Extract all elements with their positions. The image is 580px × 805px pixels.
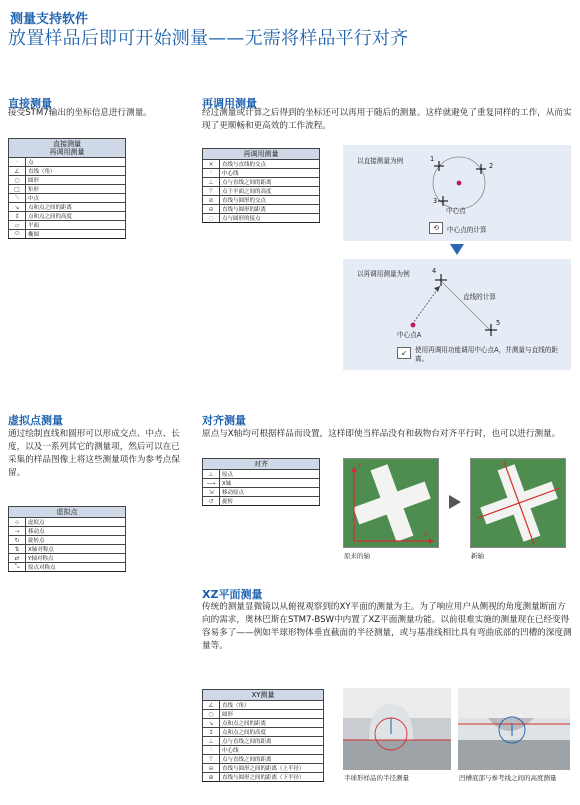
circle-diagram: [423, 151, 523, 221]
line-circle-intersection-icon: ⊘: [203, 196, 220, 205]
xy-table-head: XY测量: [203, 690, 324, 701]
recall-title: 再调用测量: [202, 97, 257, 110]
height-icon: ↕: [9, 212, 26, 221]
center-calc-label: 中心点的计算: [447, 226, 487, 234]
direct-body: 接受STM7输出的坐标信息进行测量。: [8, 108, 152, 118]
height-icon: ↕: [203, 728, 220, 737]
table-cell: 点于平面之间的高度: [220, 187, 320, 196]
table-row: [203, 187, 320, 196]
table-cell: 点与直线之间的距离: [220, 755, 324, 764]
table-row: [203, 196, 320, 205]
recall-body: 经过测量或计算之后得到的坐标还可以再用于随后的测量。这样就避免了重复同样的工作，从而实现了更顺畅和更高效的工作流程。: [202, 108, 572, 131]
table-row: [9, 194, 126, 203]
origin-icon: ⊥: [203, 470, 220, 479]
table-row: [203, 701, 324, 710]
rotate-point-icon: ↻: [9, 536, 26, 545]
x-axis-icon: ⟶: [203, 479, 220, 488]
point-icon: ·: [9, 158, 26, 167]
center-point-label: 中心点: [446, 207, 466, 215]
direct-table: [8, 138, 126, 239]
table-row: [9, 536, 126, 545]
table-cell: 直线（角）: [220, 701, 324, 710]
table-cell: 点与直线之间的距离: [220, 737, 324, 746]
table-cell: 原点对称点: [26, 563, 126, 572]
point-5-label: 5: [496, 319, 501, 327]
intersection-icon: ✕: [203, 160, 220, 169]
center-calc-icon: ⟲: [429, 222, 443, 234]
circle-icon: ○: [9, 176, 26, 185]
virtual-table-head: 虚拟点: [9, 507, 126, 518]
center-a-label: 中心点A: [397, 331, 422, 339]
table-cell: 直线与圆形的交点: [220, 196, 320, 205]
axis-x-label: X: [424, 531, 429, 538]
table-cell: 直线（角）: [26, 167, 126, 176]
table-cell: 直线与圆形的距离: [220, 205, 320, 214]
line-angle-icon: ∠: [203, 701, 220, 710]
table-cell: 移动点: [26, 527, 126, 536]
y-symmetry-icon: ⇄: [9, 554, 26, 563]
groove-sample-image: [458, 688, 570, 770]
caption-new-axis: 新轴: [471, 552, 484, 560]
table-row: [9, 527, 126, 536]
right-arrow-icon: [449, 495, 461, 509]
table-cell: 圆形: [220, 710, 324, 719]
centerline-icon: ⫶: [203, 746, 220, 755]
recall-icon: ↙: [397, 347, 411, 359]
point-3-label: 3: [433, 197, 438, 205]
virtual-title: 虚拟点测量: [8, 414, 63, 427]
new-axis-image: [470, 458, 566, 548]
point-line-distance-icon: ⊥: [203, 178, 220, 187]
direct-table-head2: 再调用测量: [49, 148, 85, 156]
table-cell: 圆形: [26, 176, 126, 185]
recall-table-head: 再调用测量: [203, 149, 320, 160]
original-axis-image: [343, 458, 439, 548]
table-row: [9, 230, 126, 239]
line-calc-label: 直线的计算: [463, 293, 496, 301]
table-cell: 点与圆形的接点: [220, 214, 320, 223]
line-circle-upper-icon: ⊖: [203, 764, 220, 773]
point-circle-tangent-icon: ◌: [203, 214, 220, 223]
panel2-label: 以再调用测量为例: [357, 270, 410, 278]
recall-example-panel: [343, 259, 571, 370]
table-row: [203, 746, 324, 755]
table-row: [9, 518, 126, 527]
table-cell: 中心线: [220, 746, 324, 755]
align-table: [202, 458, 320, 506]
xz-title: XZ平面测量: [202, 588, 263, 601]
table-cell: 原点: [220, 470, 320, 479]
recall-note: 使用再调用功能调用中心点A，并测量与直线的距离。: [415, 346, 558, 363]
xy-table: [202, 689, 324, 782]
table-cell: 点: [26, 158, 126, 167]
table-row: [203, 214, 320, 223]
axis-y-label: Y: [358, 463, 362, 470]
table-cell: Y轴对称点: [26, 554, 126, 563]
caption-original-axis: 原来的轴: [344, 552, 370, 560]
table-row: [9, 221, 126, 230]
rotate-icon: ↺: [203, 497, 220, 506]
hemisphere-sample-image: [343, 688, 451, 770]
table-row: [9, 203, 126, 212]
circle-icon: ○: [203, 710, 220, 719]
table-cell: X轴: [220, 479, 320, 488]
table-cell: 直线与直线的交点: [220, 160, 320, 169]
table-cell: 点和点之间的高度: [220, 728, 324, 737]
table-row: [9, 185, 126, 194]
line-circle-distance-icon: ⊖: [203, 205, 220, 214]
table-row: [203, 178, 320, 187]
distance-icon: ↘: [9, 203, 26, 212]
table-row: [9, 563, 126, 572]
table-row: [9, 212, 126, 221]
center-point: [457, 181, 462, 186]
direct-title: 直接测量: [8, 97, 52, 110]
line-circle-lower-icon: ⊕: [203, 773, 220, 782]
virtual-body: 通过绘制直线和圆形可以形成交点、中点、长度，以及一系列其它的测量项，然后可以在已采集的样品图像上将这些测量项作为参考点保留。: [8, 429, 180, 478]
table-cell: 旋转: [220, 497, 320, 506]
caption-hemisphere: 半球形样品的半径测量: [344, 774, 409, 782]
centerline-icon: ⫶: [203, 169, 220, 178]
rectangle-icon: □: [9, 185, 26, 194]
table-cell: X轴对称点: [26, 545, 126, 554]
point-4-label: 4: [432, 267, 437, 275]
table-row: [203, 755, 324, 764]
x-symmetry-icon: ⇅: [9, 545, 26, 554]
table-cell: 点与直线之间的距离: [220, 178, 320, 187]
table-cell: 点和点之间的距离: [26, 203, 126, 212]
distance-icon: ↘: [203, 719, 220, 728]
table-row: [9, 158, 126, 167]
table-cell: 平面: [26, 221, 126, 230]
table-row: [203, 719, 324, 728]
align-body: 原点与X轴均可根据样品而设置，这样即使当样品没有和载物台对齐平行时，也可以进行测量。: [202, 429, 561, 439]
table-row: [203, 169, 320, 178]
table-row: [203, 710, 324, 719]
table-cell: 旋转点: [26, 536, 126, 545]
recall-table: [202, 148, 320, 223]
table-row: [203, 764, 324, 773]
page-headline: 放置样品后即可开始测量——无需将样品平行对齐: [8, 28, 409, 49]
direct-example-panel: [343, 145, 571, 241]
point-line-distance-icon: ⊤: [203, 755, 220, 764]
table-row: [203, 470, 320, 479]
table-row: [9, 167, 126, 176]
align-title: 对齐测量: [202, 414, 246, 427]
table-cell: 椭圆: [26, 230, 126, 239]
point-2-label: 2: [489, 162, 494, 170]
origin-symmetry-icon: ⤡: [9, 563, 26, 572]
table-row: [203, 160, 320, 169]
point-plane-height-icon: ⊤: [203, 187, 220, 196]
caption-groove: 凹槽底部与参考线之间的高度测量: [459, 774, 557, 782]
move-point-icon: ⇢: [9, 527, 26, 536]
table-cell: 虚拟点: [26, 518, 126, 527]
table-cell: 点和点之间的高度: [26, 212, 126, 221]
table-row: [9, 176, 126, 185]
table-row: [203, 488, 320, 497]
page-kicker: 测量支持软件: [10, 12, 89, 27]
midpoint-icon: ⟍: [9, 194, 26, 203]
table-cell: 中心线: [220, 169, 320, 178]
table-row: [9, 545, 126, 554]
virtual-point-icon: ⊹: [9, 518, 26, 527]
panel1-label: 以直接测量为例: [357, 157, 404, 165]
xz-body: 传统的测量显微镜以从俯视观察到的XY平面的测量为主。为了响应用户从侧视的角度测量断面方向的需求，奥林巴斯在STM7-BSW中内置了XZ平面测量功能。以前很难实施的测量现在已经变得容易多了——例如半球形物体垂直截面的半径测量，或与基准线相比具有弯曲底部的凹槽的深度测量等。: [202, 602, 572, 651]
table-cell: 中点: [26, 194, 126, 203]
table-cell: 矩形: [26, 185, 126, 194]
align-table-head: 对齐: [203, 459, 320, 470]
table-row: [9, 554, 126, 563]
table-row: [203, 497, 320, 506]
line-angle-icon: ∠: [9, 167, 26, 176]
table-cell: 直线与圆形之间的距离（下半径）: [220, 773, 324, 782]
table-cell: 移动原点: [220, 488, 320, 497]
direct-table-head1: 直接测量: [53, 140, 81, 148]
move-origin-icon: ⇲: [203, 488, 220, 497]
table-row: [203, 205, 320, 214]
point-line-distance-icon: ⊥: [203, 737, 220, 746]
plane-icon: ▱: [9, 221, 26, 230]
point-1-label: 1: [430, 155, 435, 163]
table-row: [203, 737, 324, 746]
table-row: [203, 773, 324, 782]
table-cell: 点和点之间的距离: [220, 719, 324, 728]
table-row: [203, 479, 320, 488]
virtual-table: [8, 506, 126, 572]
table-row: [203, 728, 324, 737]
ellipse-icon: ⬭: [9, 230, 26, 239]
table-cell: 直线与圆形之间的距离（上半径）: [220, 764, 324, 773]
down-arrow-icon: [450, 244, 464, 256]
